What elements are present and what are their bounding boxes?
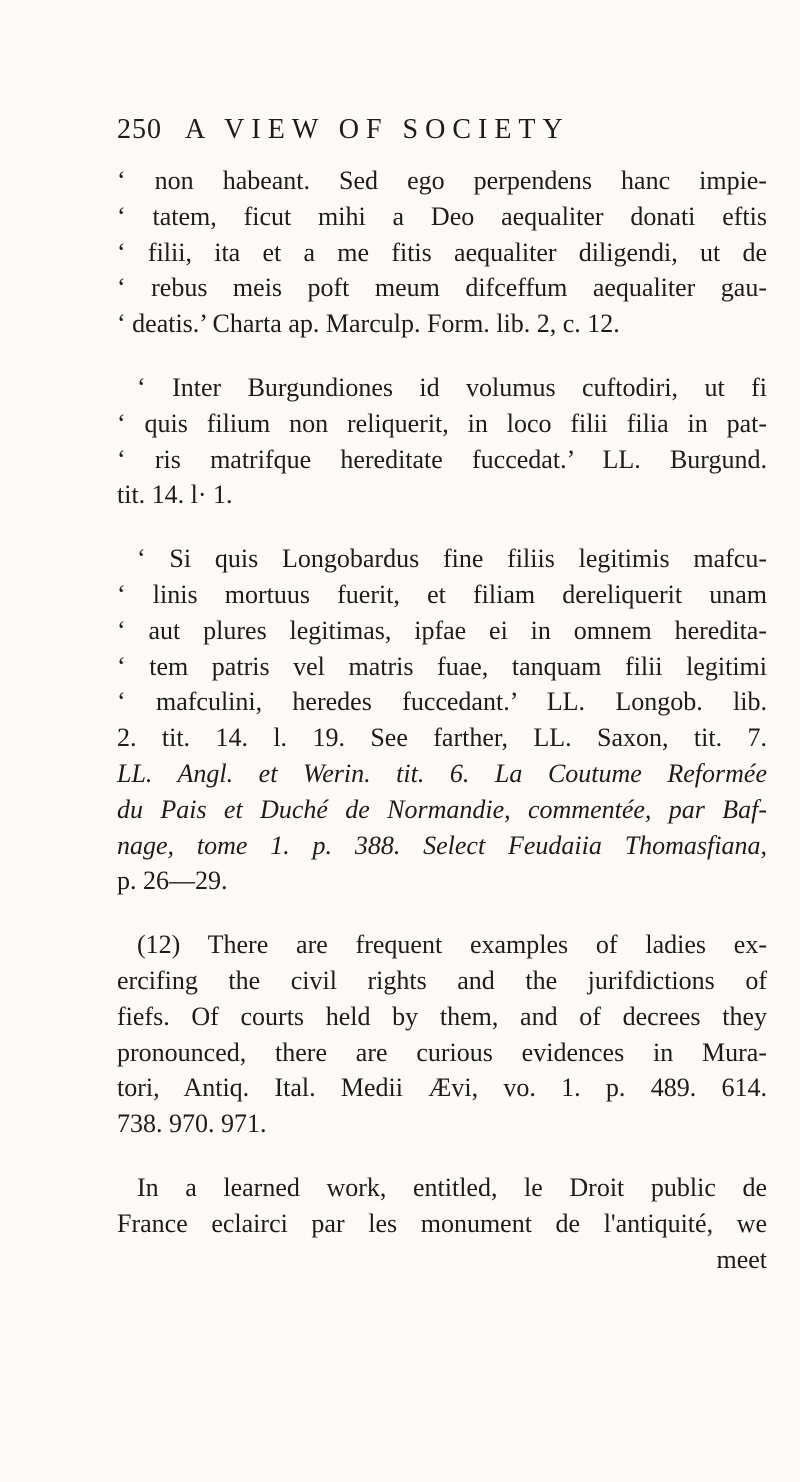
- text-line: 2. tit. 14. l. 19. See farther, LL. Saxon, tit. 7.: [117, 723, 767, 753]
- text-line: ercifing the civil rights and the jurifdictions of: [117, 965, 767, 995]
- text-line: (12) There are frequent examples of ladies ex-: [137, 930, 767, 960]
- body-text: [117, 163, 767, 1277]
- paragraph-note-12: [117, 927, 767, 1142]
- paragraph-gap: [117, 513, 767, 541]
- text-line: ‘ filii, ita et a me fitis aequaliter diligendi, ut de: [117, 237, 767, 267]
- paragraph-longobardus: [117, 541, 767, 899]
- text-line: ‘ deatis.’ Charta ap. Marculp. Form. lib. 2, c. 12.: [117, 309, 620, 339]
- paragraph-gap: [117, 899, 767, 927]
- paragraph-burgundiones: [117, 370, 767, 513]
- text-line: ‘ ris matrifque hereditate fuccedat.’ LL. Burgund.: [117, 444, 767, 474]
- paragraph-gap: [117, 1142, 767, 1170]
- text-line: ‘ rebus meis poft meum difceffum aequaliter gau-: [117, 273, 767, 303]
- text-line: ‘ aut plures legitimas, ipfae ei in omnem heredita-: [117, 615, 767, 645]
- text-line: ‘ quis filium non reliquerit, in loco filii filia in pat-: [117, 408, 767, 438]
- text-line: tit. 14. l· 1.: [117, 480, 233, 510]
- text-line: ‘ tem patris vel matris fuae, tanquam filii legitimi: [117, 651, 767, 681]
- text-line: ‘ Si quis Longobardus fine filiis legitimis mafcu-: [137, 544, 767, 574]
- text-line: du Pais et Duché de Normandie, commentée, par Baf-: [117, 794, 767, 824]
- text-line: LL. Angl. et Werin. tit. 6. La Coutume Reformée: [117, 758, 767, 788]
- page-number: 250: [117, 114, 162, 145]
- text-line: p. 26—29.: [117, 866, 228, 896]
- running-head: [117, 114, 757, 154]
- text-line: ‘ non habeant. Sed ego perpendens hanc impie-: [117, 166, 767, 195]
- running-head-title: A VIEW OF SOCIETY: [185, 114, 570, 145]
- paragraph-droit-public: [117, 1170, 767, 1277]
- text-line: 738. 970. 971.: [117, 1109, 267, 1139]
- text-line: ‘ mafculini, heredes fuccedant.’ LL. Longob. lib.: [117, 687, 767, 717]
- paragraph-gap: [117, 342, 767, 370]
- text-line: pronounced, there are curious evidences in Mura-: [117, 1037, 767, 1067]
- text-line: ‘ tatem, ficut mihi a Deo aequaliter donati eftis: [117, 201, 767, 231]
- paragraph-charta-marculp: [117, 163, 767, 342]
- text-line: tori, Antiq. Ital. Medii Ævi, vo. 1. p. 489. 614.: [117, 1073, 767, 1103]
- text-line: ‘ linis mortuus fuerit, et filiam dereliquerit unam: [117, 579, 767, 609]
- text-line: nage, tome 1. p. 388. Select Feudaiia Thomasfiana,: [117, 830, 767, 860]
- text-line: France eclairci par les monument de l'antiquité, we: [117, 1208, 767, 1238]
- text-line: ‘ Inter Burgundiones id volumus cuftodiri, ut fi: [137, 372, 767, 402]
- text-line: fiefs. Of courts held by them, and of decrees they: [117, 1001, 767, 1031]
- catchword: meet: [716, 1244, 767, 1274]
- text-line: In a learned work, entitled, le Droit public de: [137, 1172, 767, 1202]
